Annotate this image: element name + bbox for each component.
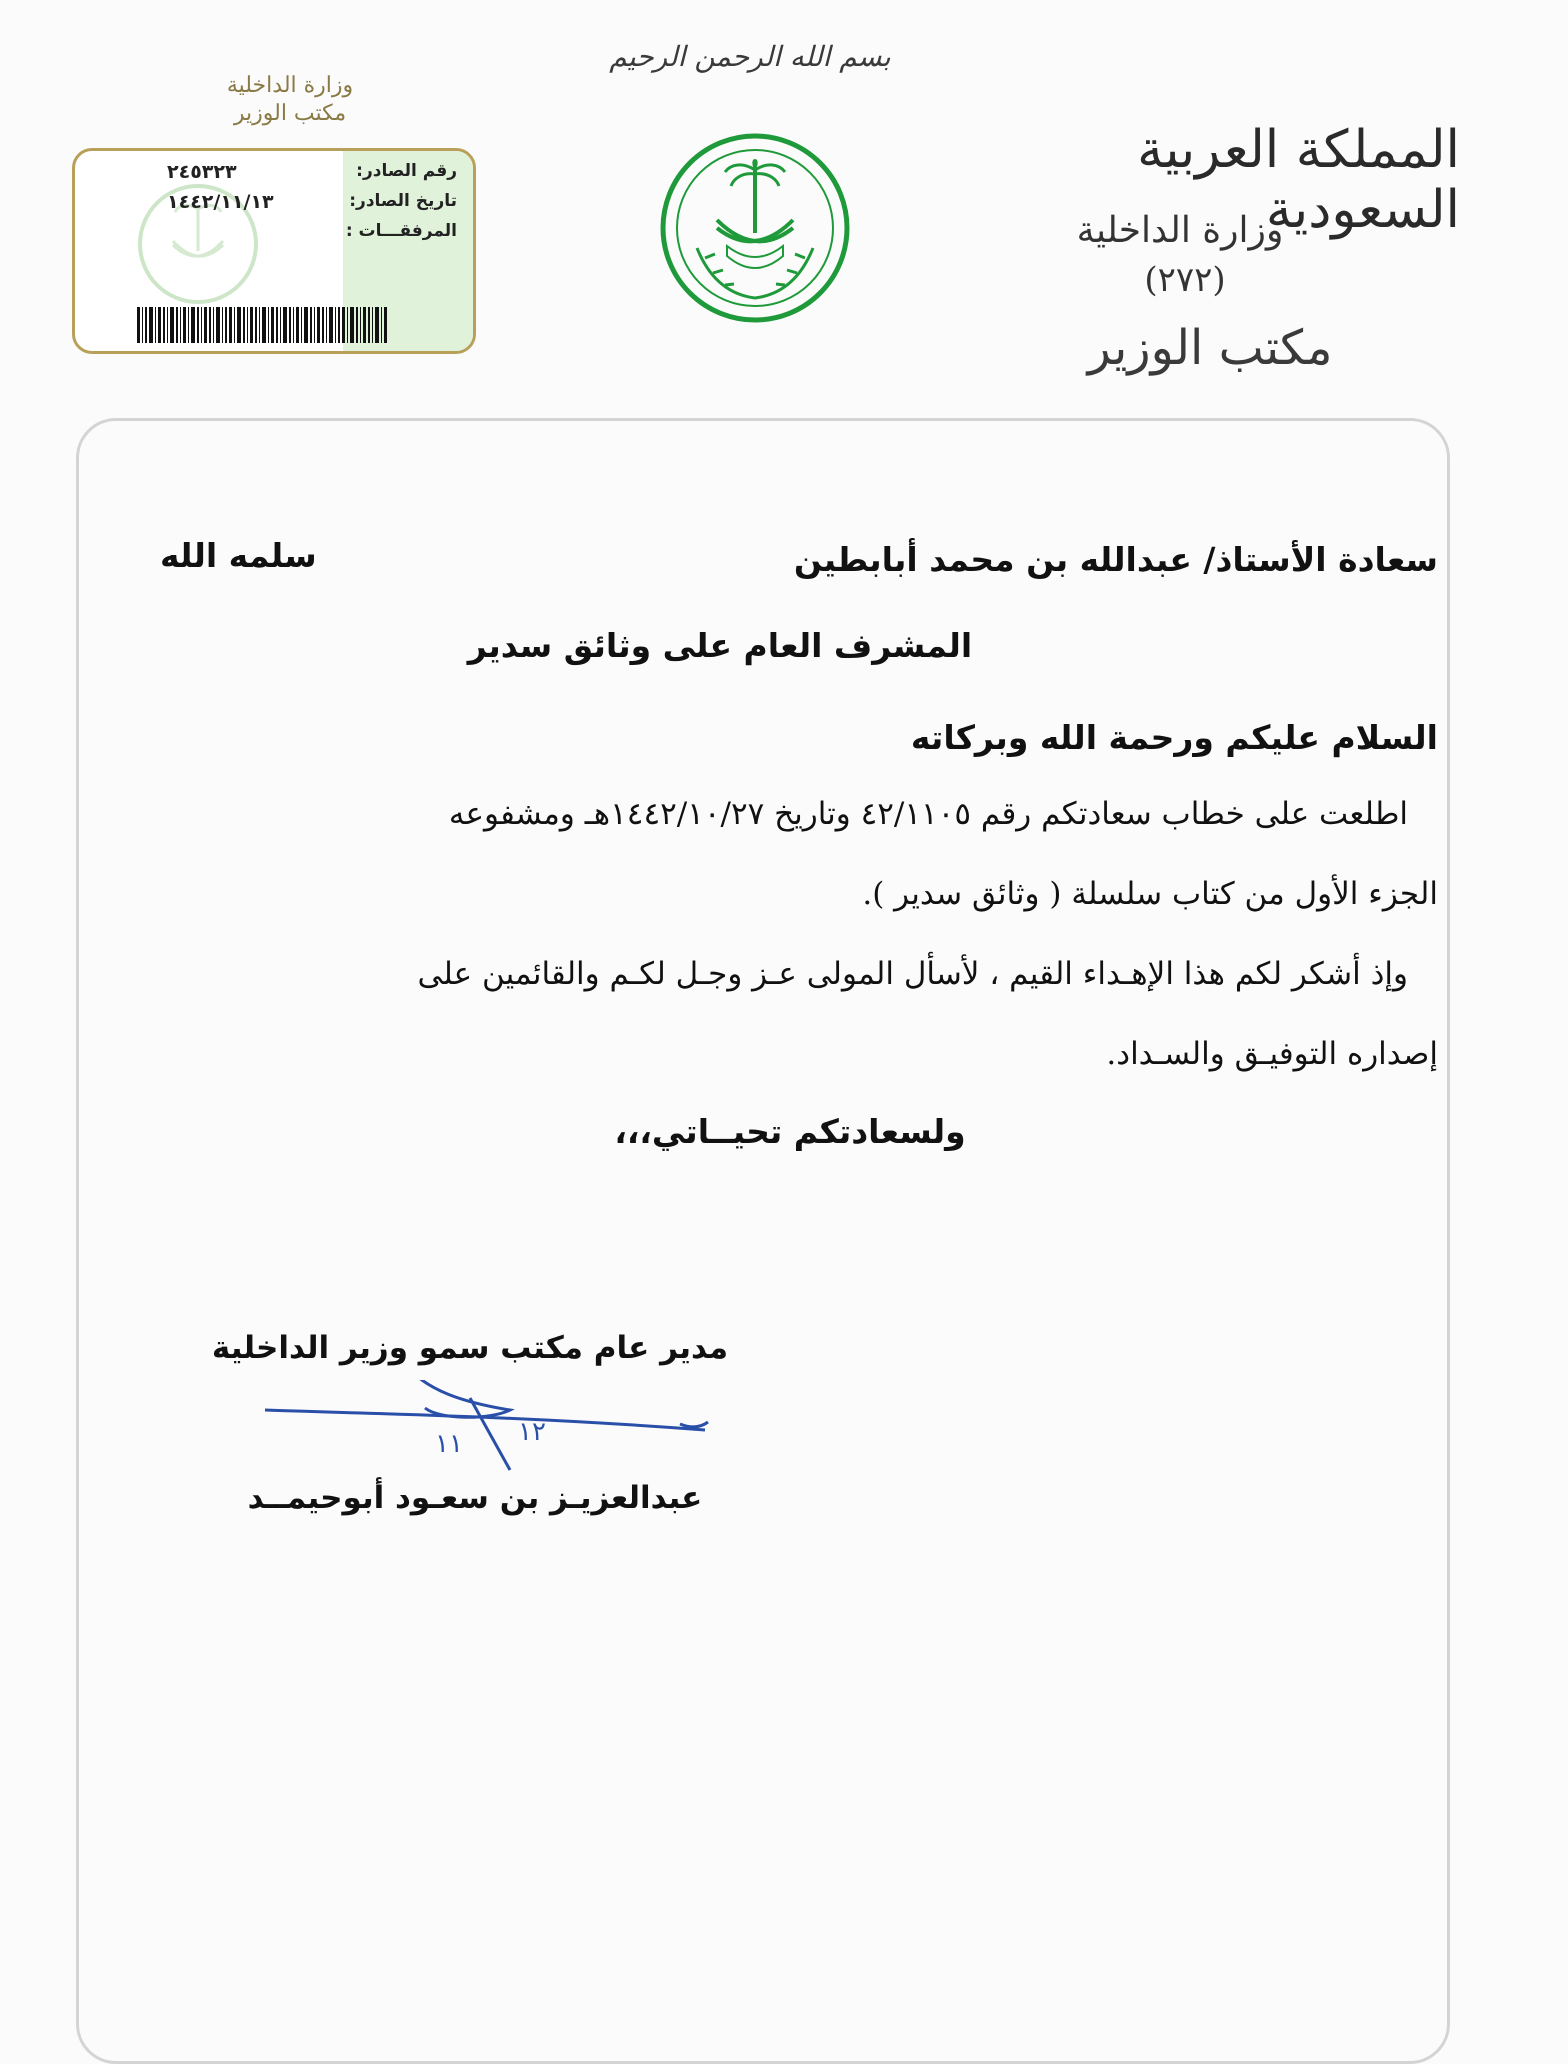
svg-text:١١: ١١ xyxy=(435,1429,463,1459)
attachments-row xyxy=(97,221,457,241)
paragraph-1-line-2: الجزء الأول من كتاب سلسلة ( وثائق سدير ). xyxy=(862,876,1438,912)
ministry-name: وزارة الداخلية xyxy=(1076,210,1284,251)
signatory-position: مدير عام مكتب سمو وزير الداخلية xyxy=(211,1330,729,1366)
department-number: (٢٧٢) xyxy=(1144,260,1226,300)
paragraph-2-line-2: إصداره التوفيـق والسـداد. xyxy=(1106,1036,1438,1072)
stamp-title xyxy=(160,72,420,128)
basmala: بسم الله الرحمن الرحيم xyxy=(609,40,891,73)
recipient-name: سعادة الأستاذ/ عبدالله بن محمد أبابطين xyxy=(793,540,1438,579)
issue-date-value: ١٤٤٢/١١/١٣ xyxy=(167,191,274,213)
issue-date-row xyxy=(97,191,457,213)
paragraph-2-line-1: وإذ أشكر لكم هذا الإهـداء القيم ، لأسأل المولى عـز وجـل لكـم والقائمين على xyxy=(417,956,1408,992)
svg-text:١٢: ١٢ xyxy=(518,1417,546,1447)
greeting: السلام عليكم ورحمة الله وبركاته xyxy=(910,718,1438,757)
issue-stamp xyxy=(72,148,476,354)
issue-number-label: رقم الصادر: xyxy=(356,161,457,181)
paragraph-1-line-1: اطلعت على خطاب سعادتكم رقم ٤٢/١١٠٥ وتاريخ ١٤٤٢/١٠/٢٧هـ ومشفوعه xyxy=(448,796,1408,832)
recipient-title: المشرف العام على وثائق سدير xyxy=(467,626,973,665)
office-name: مكتب الوزير xyxy=(1087,320,1333,376)
issue-number-row xyxy=(97,161,457,183)
closing: ولسعادتكم تحيــاتي،،، xyxy=(614,1112,966,1151)
issue-number-value: ٢٤٥٣٢٣ xyxy=(167,161,237,183)
attachments-label: المرفقـــات : xyxy=(345,221,457,241)
issue-date-label: تاريخ الصادر: xyxy=(349,191,457,211)
stamp-title-office: مكتب الوزير xyxy=(233,101,347,126)
barcode-icon xyxy=(137,307,387,343)
salutation-right: سلمه الله xyxy=(160,536,317,575)
saudi-emblem-icon xyxy=(655,128,855,328)
attachments-value xyxy=(97,221,337,241)
stamp-title-ministry: وزارة الداخلية xyxy=(226,73,354,98)
kingdom-name: المملكة العربية السعودية xyxy=(1137,120,1460,240)
signatory-name: عبدالعزيـز بن سعـود أبوحيمــد xyxy=(247,1480,703,1516)
